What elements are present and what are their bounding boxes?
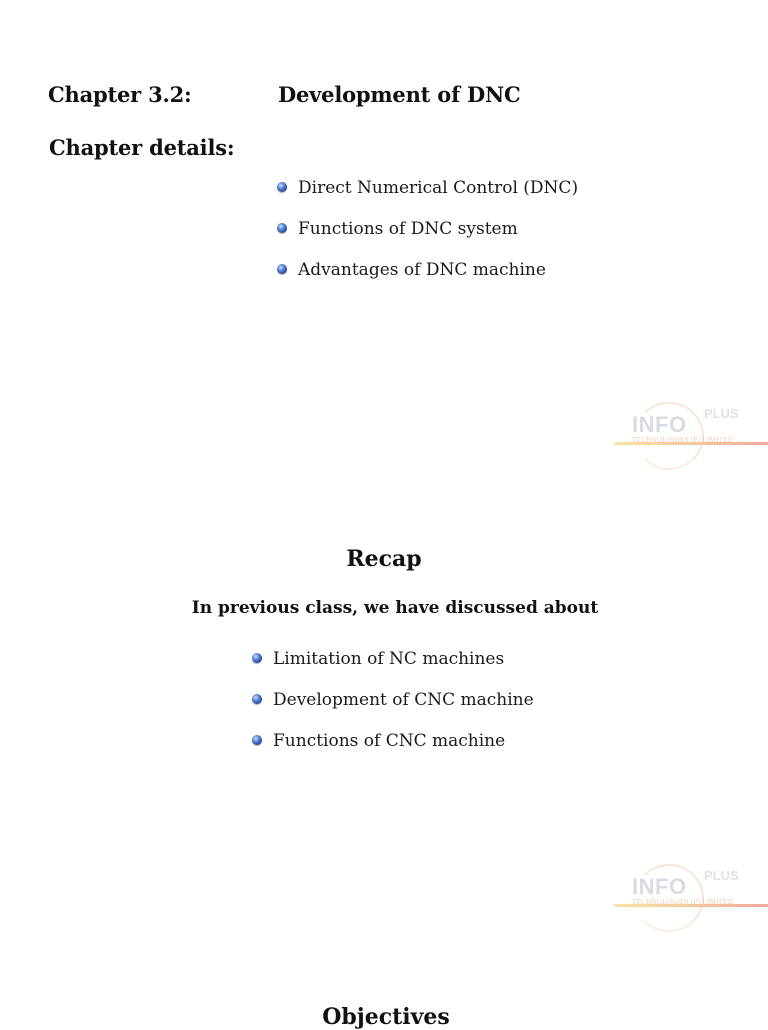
list-item — [252, 688, 534, 729]
list-item-text: Functions of DNC system — [298, 219, 518, 239]
bullet-icon — [252, 694, 262, 704]
bullet-icon — [277, 264, 287, 274]
bullet-icon — [252, 653, 262, 663]
chapter-label: Chapter 3.2: — [48, 82, 192, 107]
chapter-details-label: Chapter details: — [49, 135, 235, 160]
list-item — [277, 217, 578, 258]
list-item-text: Direct Numerical Control (DNC) — [298, 178, 579, 198]
chapter-details-list — [277, 176, 578, 299]
list-item-text: Functions of CNC machine — [273, 731, 506, 751]
objectives-title: Objectives — [322, 1004, 450, 1030]
recap-intro: In previous class, we have discussed about — [191, 598, 599, 618]
infoplus-watermark-logo: INFO PLUS TECHNOLOGIES (P) LIMITED — [614, 402, 768, 474]
infoplus-watermark-logo: INFO PLUS TECHNOLOGIES (P) LIMITED — [614, 864, 768, 936]
list-item — [277, 258, 578, 299]
list-item — [277, 176, 578, 217]
bullet-icon — [277, 182, 287, 192]
list-item-text: Development of CNC machine — [273, 690, 534, 710]
recap-title: Recap — [346, 546, 422, 572]
list-item — [252, 729, 534, 770]
bullet-icon — [252, 735, 262, 745]
list-item-text: Limitation of NC machines — [273, 649, 505, 669]
recap-list — [252, 647, 534, 770]
chapter-title: Development of DNC — [278, 82, 521, 107]
list-item — [252, 647, 534, 688]
list-item-text: Advantages of DNC machine — [298, 260, 546, 280]
bullet-icon — [277, 223, 287, 233]
